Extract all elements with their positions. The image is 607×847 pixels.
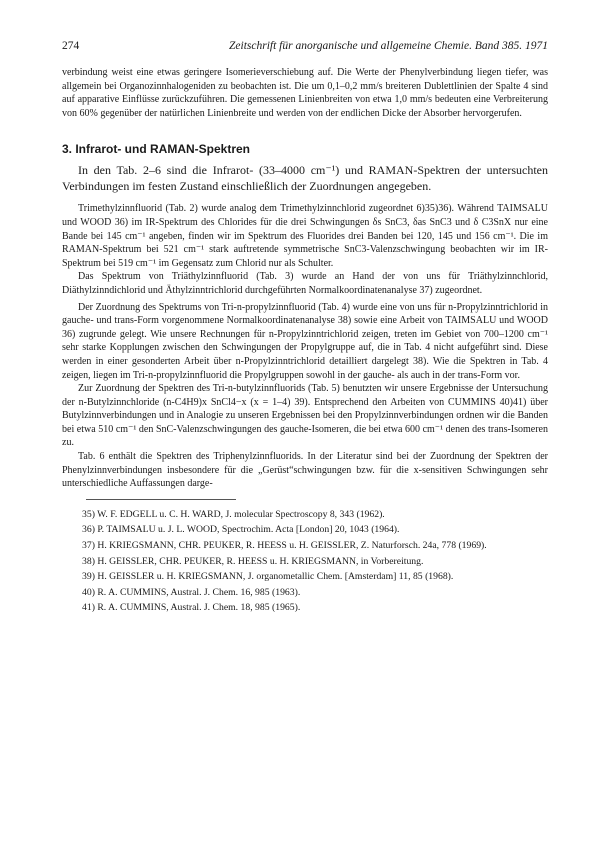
paragraph-triethyl: Das Spektrum von Triäthylzinnfluorid (Tab. 3) wurde an Hand der von uns für Triäthylzinnchlorid, Diäthylzinndichlorid und Äthylzinntrichlorid durchgeführten Normalkoordinatenanalyse 37) zugeordnet. [62, 271, 548, 296]
footnote-39: 39) H. GEISSLER u. H. KRIEGSMANN, J. organometallic Chem. [Amsterdam] 11, 85 (1968). [82, 571, 454, 583]
intro-paragraph: verbindung weist eine etwas geringere Isomerieverschiebung auf. Die Werte der Phenylverbindung liegen tiefer, was allgemein bei Organozinnhalogeniden zu beobachten ist. Die um 0,1–0,2 mm/s breiteren Dublettlinien der Spalte 4 sind auf apparative Einflüsse zurückzuführen. Die gemessenen Linienbreiten von etwa 1,0 mm/s bedeuten eine Verbreiterung von 60% gegenüber der natürlichen Linienbreite und werden von der endlichen Dicke der Absorber hervorgerufen. [62, 67, 548, 119]
running-header [62, 40, 548, 52]
section-title: 3. Infrarot- und RAMAN-Spektren [62, 142, 251, 157]
journal-title: Zeitschrift für anorganische und allgemeine Chemie. Band 385. 1971 [229, 40, 548, 52]
footnotes [62, 508, 548, 615]
footnote-35: 35) W. F. EDGELL u. C. H. WARD, J. molecular Spectroscopy 8, 343 (1962). [82, 508, 385, 520]
paragraph-tributyl: Zur Zuordnung der Spektren des Tri-n-butylzinnfluorids (Tab. 5) benutzten wir unsere Ergebnisse der Untersuchung der n-Butylzinnchloride (n-C4H9)x SnCl4−x (x = 1–4) 39). Entsprechend den Arbeiten von CUMMINS 40)41) über Butylzinnverbindungen und in Analogie zu unseren Ergebnissen bei den Propylzinnverbindungen ordnen wir die Banden bei etwa 510 cm⁻¹ den SnC-Valenzschwingungen des gauche-Isomeren, die bei etwa 600 cm⁻¹ denen des trans-Isomeren zu. [62, 383, 548, 449]
footnote-41: 41) R. A. CUMMINS, Austral. J. Chem. 18, 985 (1965). [82, 602, 301, 614]
footnote-rule [86, 499, 236, 500]
page [62, 40, 548, 617]
page-number: 274 [62, 40, 80, 52]
paragraph-triphenyl: Tab. 6 enthält die Spektren des Triphenylzinnfluorids. In der Literatur sind bei der Zuordnung der Spektren der Phenylzinnverbindungen insbesondere für die „Gerüst“schwingungen bzw. für die x-sensitiven Schwingungen sehr unterschiedliche Auffassungen darge- [62, 451, 548, 490]
footnote-38: 38) H. GEISSLER, CHR. PEUKER, R. HEESS u. H. KRIEGSMANN, in Vorbereitung. [82, 555, 424, 567]
paragraph-trimethyl: Trimethylzinnfluorid (Tab. 2) wurde analog dem Trimethylzinnchlorid zugeordnet 6)35)36). Während TAIMSALU und WOOD 36) im IR-Spektrum des Chlorides für die drei Schwingungen δs SnC3, δas SnC3 und δ C3SnX nur eine Bande bei 145 cm⁻¹ angeben, finden wir im Spektrum des Fluorides drei Banden bei 120, 145 und 156 cm⁻¹. Die im RAMAN-Spektrum bei 521 cm⁻¹ stark auftretende symmetrische SnC3-Valenzschwingung beobachten wir im IR-Spektrum bei 519 cm⁻¹ im Gegensatz zum Chlorid nur als Schulter. [62, 203, 548, 269]
paragraph-tripropyl: Der Zuordnung des Spektrums von Tri-n-propylzinnfluorid (Tab. 4) wurde eine von uns für n-Propylzinntrichlorid in gauche- und trans-Form vorgenommene Normalkoordinatenanalyse 38) sowie eine Arbeit von TAIMSALU und WOOD 36) zugrunde gelegt. Wie unsere Rechnungen für n-Propylzinntrichlorid zeigen, treten im Gebiet von 700–1200 cm⁻¹ sehr starke Kopplungen zwischen den Schwingungen der Propylgruppe auf, die in Tab. 4 nicht aufgeführt sind. Diese werden in einer gesonderten Arbeit über n-Propylzinntrichlorid detailliert dargelegt 38). Wie die Spektren in Tab. 4 zeigen, liegen im Tri-n-propylzinnfluorid die Propylgruppen sowohl in der gauche- als auch in der trans-Form vor. [62, 301, 548, 381]
footnote-40: 40) R. A. CUMMINS, Austral. J. Chem. 16, 985 (1963). [82, 586, 301, 598]
section-lead: In den Tab. 2–6 sind die Infrarot- (33–4000 cm⁻¹) und RAMAN-Spektren der untersuchten Verbindungen im festen Zustand einschließlich der Zuordnungen angegeben. [62, 163, 548, 194]
footnote-37: 37) H. KRIEGSMANN, CHR. PEUKER, R. HEESS u. H. GEISSLER, Z. Naturforsch. 24a, 778 (1969). [82, 540, 487, 552]
footnote-36: 36) P. TAIMSALU u. J. L. WOOD, Spectrochim. Acta [London] 20, 1043 (1964). [82, 524, 400, 536]
